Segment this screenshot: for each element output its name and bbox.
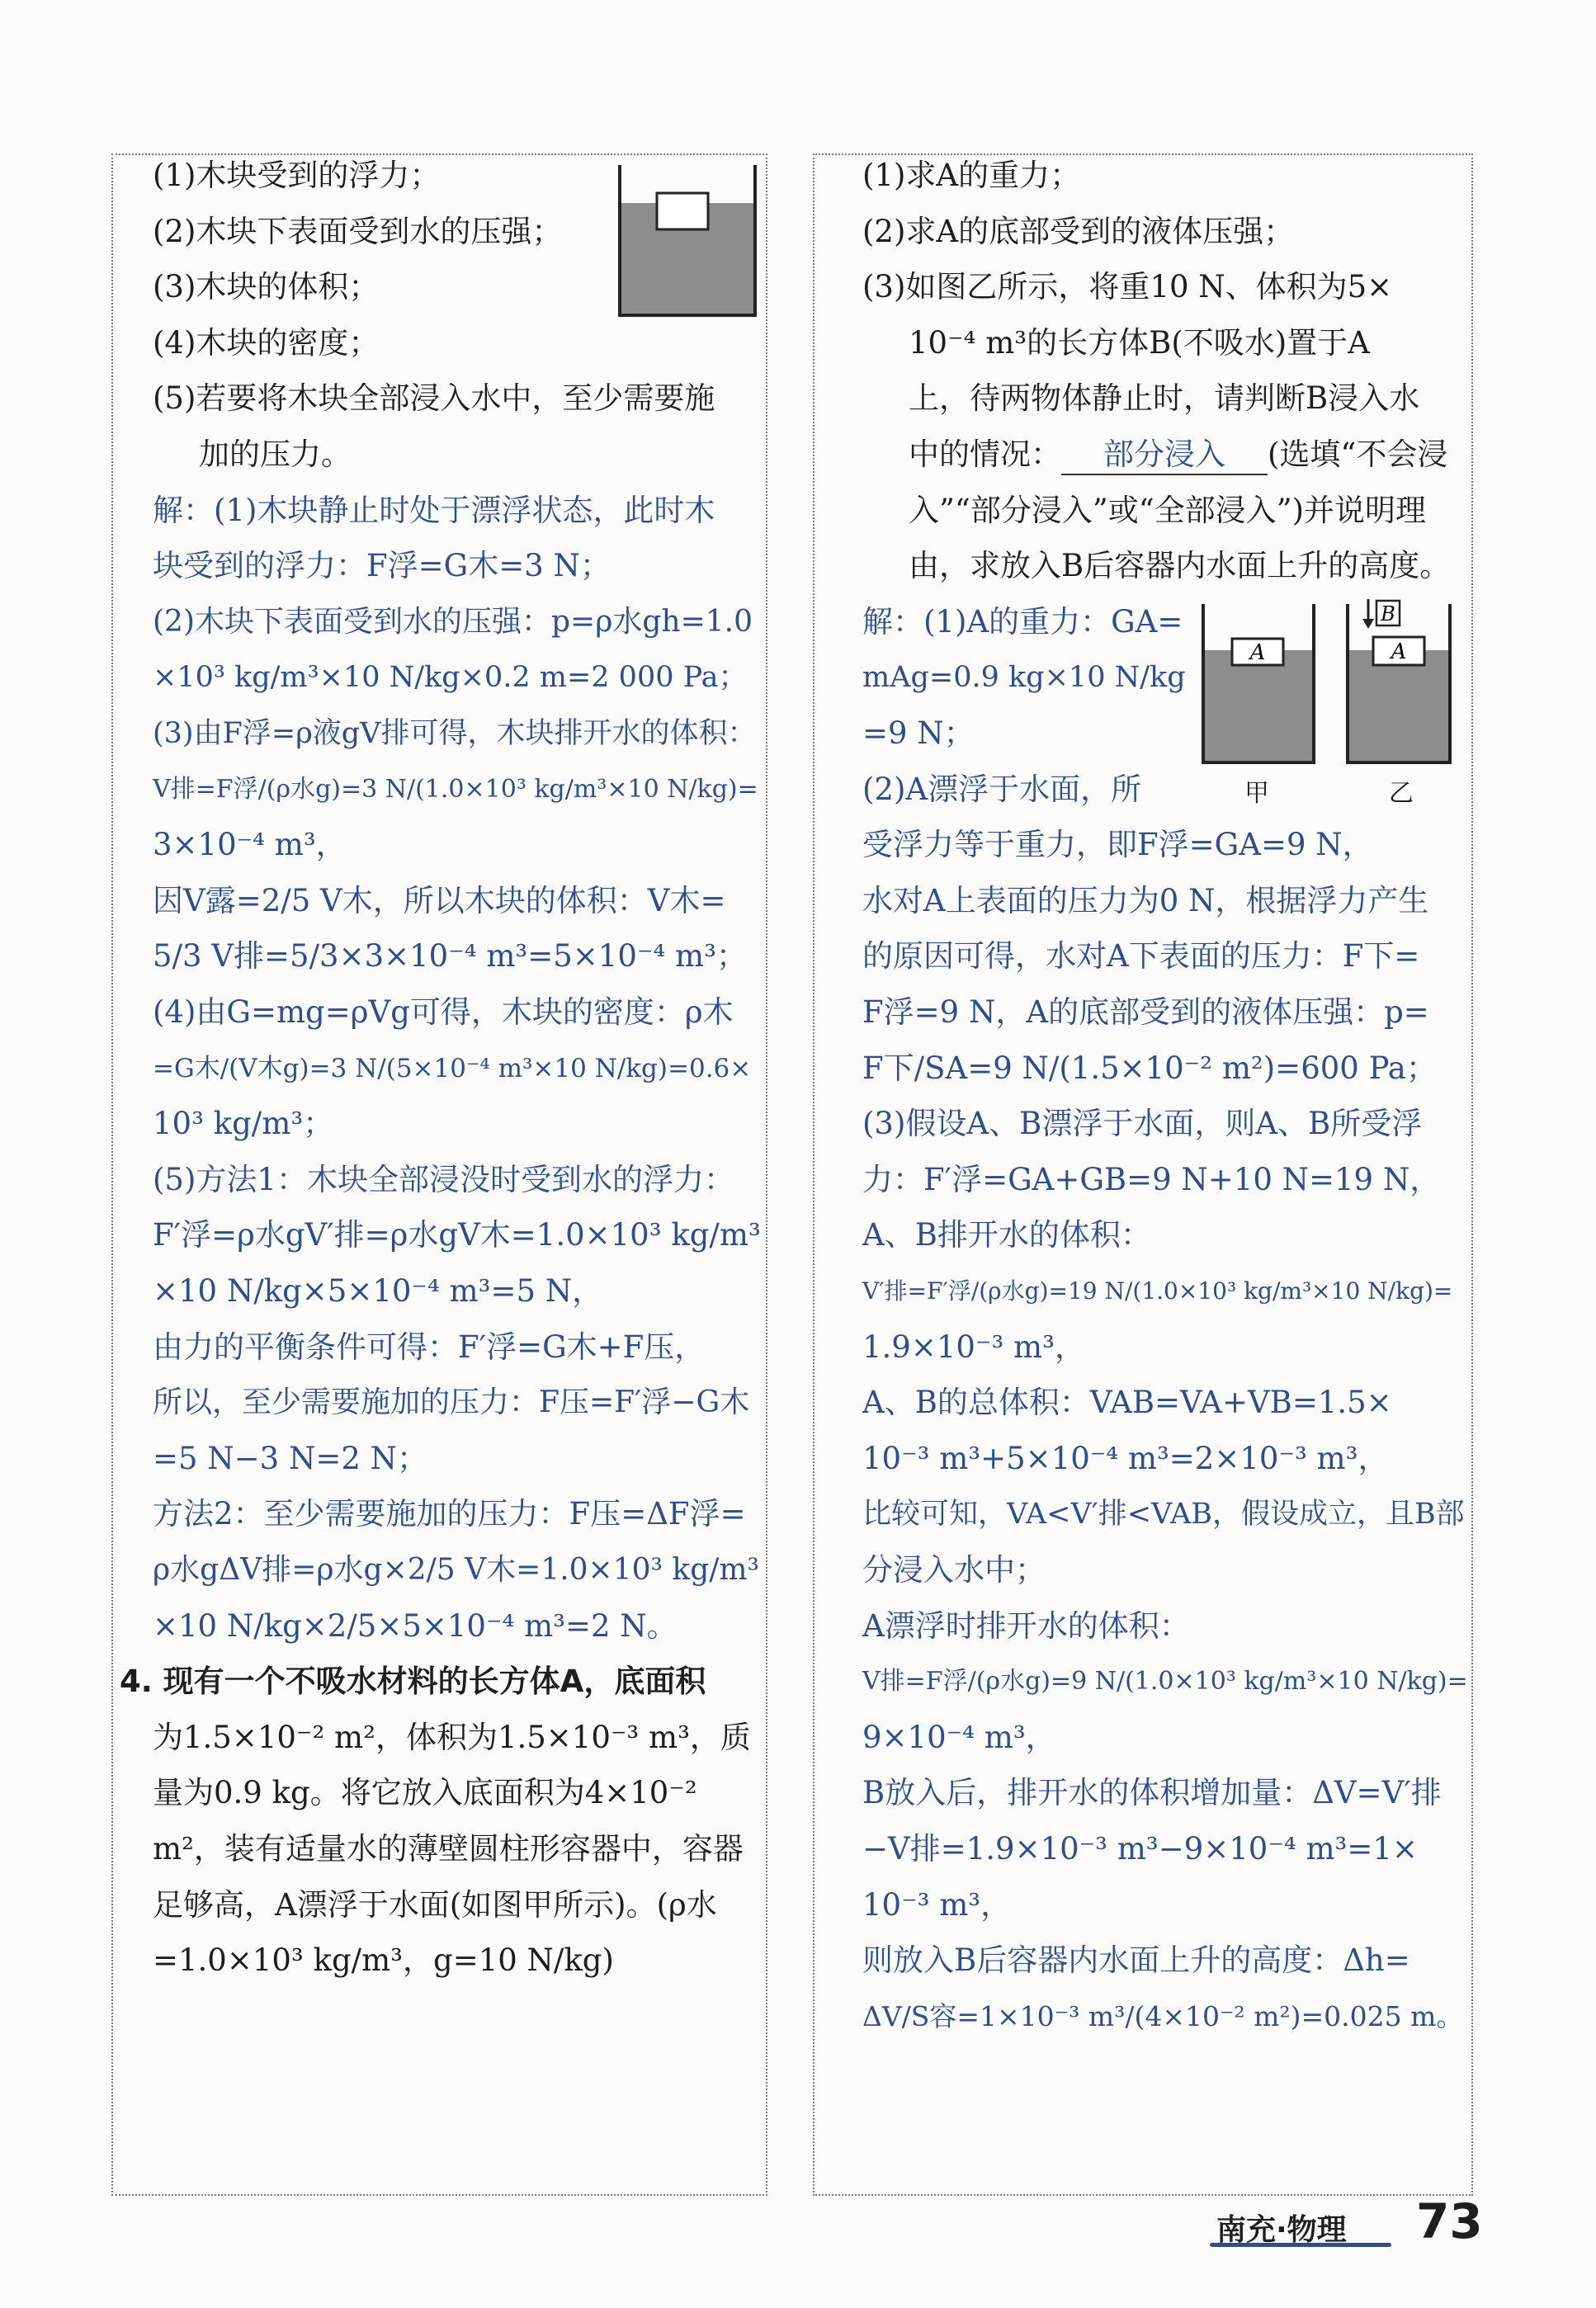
left-line: ×10 N/kg×2/5×5×10⁻⁴ m³=2 N。 bbox=[153, 1607, 678, 1644]
page-number: 73 bbox=[1416, 2193, 1483, 2249]
right-line: V′排=F′浮/(ρ水g)=19 N/(1.0×10³ kg/m³×10 N/kg)= bbox=[862, 1277, 1453, 1305]
left-line: 方法2：至少需要施加的压力：F压=ΔF浮= bbox=[153, 1496, 746, 1532]
right-line: 10⁻³ m³+5×10⁻⁴ m³=2×10⁻³ m³， bbox=[862, 1440, 1389, 1476]
right-line: =9 N； bbox=[862, 715, 975, 751]
left-line: 5/3 V排=5/3×3×10⁻⁴ m³=5×10⁻⁴ m³； bbox=[153, 938, 747, 975]
left-line: =1.0×10³ kg/m³，g=10 N/kg) bbox=[153, 1942, 614, 1979]
left-line: 10³ kg/m³； bbox=[153, 1106, 334, 1142]
left-line: (2)木块下表面受到水的压强； bbox=[153, 213, 563, 249]
blank-suffix: (选填“不会浸 bbox=[1268, 437, 1448, 472]
footer-label: 南充·物理 bbox=[1216, 2213, 1347, 2247]
left-line: (4)木块的密度； bbox=[153, 324, 380, 361]
left-line: (3)木块的体积； bbox=[153, 269, 380, 305]
right-line: 的原因可得，水对A下表面的压力：F下= bbox=[862, 938, 1420, 975]
right-line: 受浮力等于重力，即F浮=GA=9 N， bbox=[862, 827, 1373, 863]
block-b-label: B bbox=[1381, 602, 1395, 625]
arrow-head-icon bbox=[1362, 619, 1374, 629]
left-line: m²，装有适量水的薄壁圆柱形容器中，容器 bbox=[153, 1831, 744, 1867]
right-line: 10⁻³ m³， bbox=[862, 1886, 1012, 1923]
left-line: (1)木块受到的浮力； bbox=[153, 158, 441, 193]
right-line: F下/SA=9 N/(1.5×10⁻² m²)=600 Pa； bbox=[862, 1050, 1437, 1086]
right-line: 则放入B后容器内水面上升的高度：Δh= bbox=[862, 1942, 1410, 1979]
left-line: =5 N−3 N=2 N； bbox=[153, 1440, 428, 1476]
fill-blank-line bbox=[909, 436, 1447, 475]
left-line: 足够高，A漂浮于水面(如图甲所示)。(ρ水 bbox=[153, 1886, 717, 1923]
left-line: 加的压力。 bbox=[199, 437, 352, 472]
left-line: 4. 现有一个不吸水材料的长方体A，底面积 bbox=[120, 1664, 706, 1700]
left-line: ×10³ kg/m³×10 N/kg×0.2 m=2 000 Pa； bbox=[153, 661, 748, 695]
right-line: B放入后，排开水的体积增加量：ΔV=V′排 bbox=[862, 1775, 1442, 1811]
figure-jia bbox=[1201, 601, 1316, 766]
wood-block bbox=[657, 193, 708, 229]
figure-yi bbox=[1337, 596, 1461, 766]
right-line: (3)如图乙所示，将重10 N、体积为5× bbox=[862, 269, 1393, 305]
right-line: 由，求放入B后容器内水面上升的高度。 bbox=[909, 548, 1451, 584]
left-line: ×10 N/kg×5×10⁻⁴ m³=5 N， bbox=[153, 1273, 603, 1309]
left-line: 所以，至少需要施加的压力：F压=F′浮−G木 bbox=[153, 1385, 750, 1420]
right-line: mAg=0.9 kg×10 N/kg bbox=[862, 661, 1186, 695]
right-line: 水对A上表面的压力为0 N，根据浮力产生 bbox=[862, 882, 1429, 918]
left-line: 块受到的浮力：F浮=G木=3 N； bbox=[153, 548, 611, 584]
left-line: ρ水gΔV排=ρ水g×2/5 V木=1.0×10³ kg/m³ bbox=[153, 1553, 759, 1587]
right-line: ΔV/S容=1×10⁻³ m³/(4×10⁻² m²)=0.025 m。 bbox=[862, 1999, 1464, 2032]
left-line: (5)方法1：木块全部浸没时受到水的浮力： bbox=[153, 1161, 734, 1197]
left-line: =G木/(V木g)=3 N/(5×10⁻⁴ m³×10 N/kg)=0.6× bbox=[153, 1053, 752, 1083]
right-line: F浮=9 N，A的底部受到的液体压强：p= bbox=[862, 994, 1429, 1030]
left-line: V排=F浮/(ρ水g)=3 N/(1.0×10³ kg/m³×10 N/kg)= bbox=[153, 774, 758, 804]
left-line: 量为0.9 kg。将它放入底面积为4×10⁻² bbox=[153, 1775, 697, 1811]
right-line: (3)假设A、B漂浮于水面，则A、B所受浮 bbox=[862, 1106, 1423, 1142]
right-line: V排=F浮/(ρ水g)=9 N/(1.0×10³ kg/m³×10 N/kg)= bbox=[862, 1667, 1468, 1697]
right-line: 解：(1)A的重力：GA= bbox=[862, 603, 1183, 640]
caption-yi: 乙 bbox=[1389, 779, 1414, 808]
right-line: A、B的总体积：VAB=VA+VB=1.5× bbox=[862, 1385, 1392, 1421]
right-line: 1.9×10⁻³ m³， bbox=[862, 1329, 1085, 1365]
jia-water bbox=[1203, 650, 1314, 762]
right-line: 入”“部分浸入”或“全部浸入”)并说明理 bbox=[909, 492, 1427, 528]
left-line: F′浮=ρ水gV′排=ρ水gV木=1.0×10³ kg/m³ bbox=[153, 1217, 761, 1253]
left-line: 解：(1)木块静止时处于漂浮状态，此时木 bbox=[153, 492, 715, 528]
right-line: (1)求A的重力； bbox=[862, 158, 1081, 193]
left-line: 由力的平衡条件可得：F′浮=G木+F压， bbox=[153, 1329, 706, 1365]
left-line: (3)由F浮=ρ液gV排可得，木块排开水的体积： bbox=[153, 717, 757, 750]
page-footer bbox=[1210, 2195, 1490, 2253]
block-a-label-yi: A bbox=[1391, 640, 1407, 664]
fill-blank-answer: 部分浸入 bbox=[1061, 436, 1268, 475]
left-line: 3×10⁻⁴ m³， bbox=[153, 827, 347, 863]
right-line: A、B排开水的体积： bbox=[862, 1217, 1151, 1253]
right-line: (2)A漂浮于水面，所 bbox=[862, 771, 1142, 807]
left-line: (5)若要将木块全部浸入水中，至少需要施 bbox=[153, 380, 715, 417]
caption-jia: 甲 bbox=[1244, 779, 1269, 808]
right-line: 上，待两物体静止时，请判断B浸入水 bbox=[909, 380, 1420, 417]
left-line: (4)由G=mg=ρVg可得，木块的密度：ρ木 bbox=[153, 994, 734, 1030]
right-line: −V排=1.9×10⁻³ m³−9×10⁻⁴ m³=1× bbox=[862, 1831, 1418, 1867]
block-a-label-jia: A bbox=[1249, 640, 1266, 665]
right-line: 力：F′浮=GA+GB=9 N+10 N=19 N， bbox=[862, 1161, 1441, 1197]
right-line: (2)求A的底部受到的液体压强； bbox=[862, 213, 1295, 249]
left-line: (2)木块下表面受到水的压强：p=ρ水gh=1.0 bbox=[153, 604, 753, 639]
right-line: 9×10⁻⁴ m³， bbox=[862, 1719, 1056, 1755]
right-line: 比较可知，VA<V′排<VAB，假设成立，且B部 bbox=[862, 1498, 1465, 1532]
left-line: 因V露=2/5 V木，所以木块的体积：V木= bbox=[153, 882, 726, 918]
right-line: 10⁻⁴ m³的长方体B(不吸水)置于A bbox=[909, 324, 1370, 361]
yi-water bbox=[1348, 650, 1450, 762]
right-line: 分浸入水中； bbox=[862, 1552, 1046, 1588]
wood-block-figure bbox=[617, 162, 758, 319]
right-line: A漂浮时排开水的体积： bbox=[862, 1607, 1190, 1644]
left-line: 为1.5×10⁻² m²，体积为1.5×10⁻³ m³，质 bbox=[153, 1719, 751, 1755]
blank-prefix: 中的情况： bbox=[909, 437, 1061, 472]
